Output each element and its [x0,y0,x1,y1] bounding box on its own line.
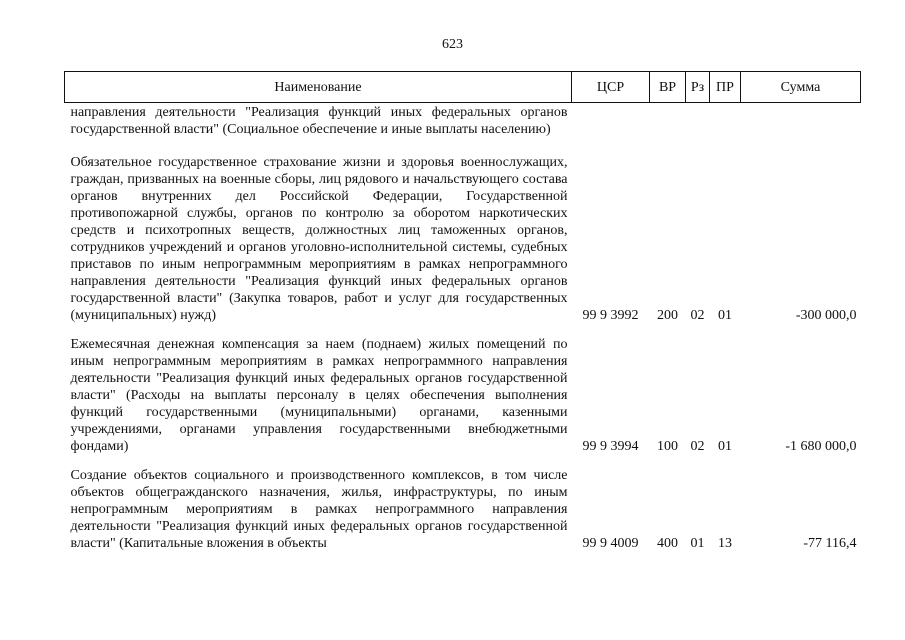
row-sum [741,103,861,143]
page-number: 623 [442,37,463,52]
row-sum: -77 116,4 [803,536,857,551]
row-rz: 01 [690,536,705,551]
header-vr: ВР [650,72,686,103]
header-csr: ЦСР [572,72,650,103]
row-name: Ежемесячная денежная компенсация за наем (поднаем) жилых помещений по иным непрограммным мероприятиям в рамках непрограммного направления деятельности "Реализация функций иных федеральных органов государственной власти" (Расходы на выплаты персоналу в целях обеспечения выполнения функций государственными (муниципальными) органами, казенными учреждениями, органами управления государственными внебюджетными фондами) [70,337,568,454]
table-body [65,103,861,553]
row-pr: 01 [718,308,732,323]
row-name: Обязательное государственное страхование жизни и здоровья военнослужащих, граждан, призванных на военные сборы, лиц рядового и начальствующего состава органов внутренних дел Российской Федерации, Государственной противопожарной службы, органов по контролю за оборотом наркотических средств и психотропных веществ, должностных лиц таможенных органов, сотрудников учреждений и органов уголовно-исполнительной системы, судебных приставов по иным непрограммным мероприятиям в рамках непрограммного направления деятельности "Реализация функций иных федеральных органов государственной власти" (Закупка товаров, работ и услуг для государственных (муниципальных) нужд) [70,155,568,323]
table-row [65,455,861,552]
row-sum: -1 680 000,0 [785,439,857,454]
row-csr: 99 9 4009 [582,536,639,551]
header-pr: ПР [710,72,741,103]
row-vr: 100 [657,439,678,454]
row-pr: 13 [718,536,732,551]
header-rz: Рз [686,72,710,103]
header-name: Наименование [65,72,572,103]
row-csr: 99 9 3994 [582,439,639,454]
row-rz: 02 [690,439,705,454]
table-header [65,72,861,103]
row-rz: 02 [690,308,705,323]
table-row [65,324,861,455]
row-csr [572,103,650,143]
row-pr [710,103,741,143]
row-csr: 99 9 3992 [582,308,639,323]
row-vr [650,103,686,143]
header-row [65,72,861,103]
row-vr: 200 [657,308,678,323]
header-sum: Сумма [741,72,861,103]
row-pr: 01 [718,439,732,454]
row-sum: -300 000,0 [795,308,857,323]
table-row [65,103,861,143]
table-row [65,142,861,324]
row-vr: 400 [657,536,678,551]
budget-table [64,71,861,552]
row-name: направления деятельности "Реализация функций иных федеральных органов государственной власти" (Социальное обеспечение и иные выплаты населению) [70,105,568,137]
row-rz [686,103,710,143]
row-name: Создание объектов социального и производственного комплексов, в том числе объектов общегражданского назначения, жилья, инфраструктуры, по иным непрограммным мероприятиям в рамках непрограммного направления деятельности "Реализация функций иных федеральных органов государственной власти" (Капитальные вложения в объекты [70,468,568,551]
